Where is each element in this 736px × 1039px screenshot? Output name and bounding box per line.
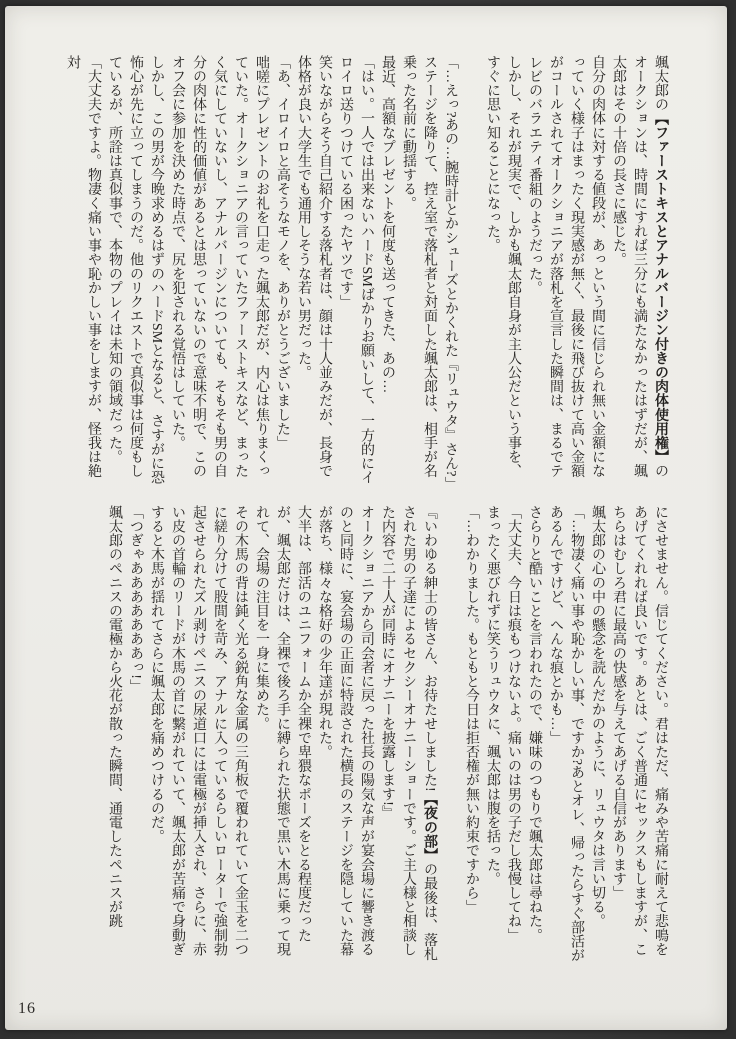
paragraph: 自分の肉体に対する値段が、あっという間に信じられ無い金額になっていく様子はまったく現実感が無く、最後に飛び抜けて高い金額がコールされてオークショニアが落札を宣言した瞬間は、まるでテレビのバラエティ番組のようだった。 [527, 55, 605, 478]
paragraph: オークショニアから司会者に戻った社長の陽気な声が宴会場に響き渡るのと同時に、宴会場の正面に特設された横長のステージを隠していた幕が落ち、様々な格好の少年達が現れた。 [317, 505, 374, 957]
paragraph: 『いわゆる紳士の皆さん、お待たせしました!【夜の部】の最後は、落札された男の子達によるセクシーオナニーショーです。ご主人様と相談した内容で二十人が同時にオナニーを披露します!』 [380, 505, 437, 961]
paragraph: 颯太郎の心の中の懸念を読んだかのように、リュウタは言い切る。 [590, 505, 605, 928]
paragraph: しかし、この男が今晩求めるはずのハードSMとなると、さすがに恐怖心が先に立ってしまうのだ。他のリクエストで真似事は何度もしているが、所詮は真似事で、本物のプレイは未知の領域だった。 [107, 55, 164, 485]
manga-novel-page [5, 6, 727, 1030]
paragraph: 「あ、イロイロと高そうなモノを、ありがとうございました」 [275, 55, 290, 450]
text-block-top [62, 55, 671, 491]
paragraph: 咄嗟にプレゼントのお礼を口走った颯太郎だが、内心は焦りまくっていた。オークショニアの言っていたファーストキスなど、まったく気にしていないし、アナルバージンについても、そもそも男の自分の肉体に性的価値があるとは思っていないので意味不明で、このオフ会に参加を決めた時点で、尻を犯される覚悟はしていた。 [170, 55, 269, 478]
paragraph: 「…えっ?あの…腕時計とかシューズとかくれた『リュウタ』さん?」 [443, 55, 458, 491]
paragraph: その木馬の背は鈍く光る鋭角な金属の三角板で覆われていて金玉を二つに縒り分けて股間を苛み、アナルに入っているらしいローターで強制勃起させられたズル剥けペニスの尿道口には電極が挿入され、さらに、赤い皮の首輪のリードが木馬の首に繋がれていて、颯太郎が苦痛で身動ぎすると木馬が揺れてさらに颯太郎を痛めつけるのだ。 [149, 505, 248, 957]
paragraph: 笑いながらそう自己紹介する落札者は、顔は十人並みだが、長身で体格が良い大学生でも通用しそうな若い男だった。 [296, 55, 332, 478]
paragraph: 「…わかりました。もともと今日は拒否権が無い約束ですから」 [464, 505, 479, 914]
paragraph: 颯太郎のペニスの電極から火花が散った瞬間、通電したペニスが跳 [107, 505, 122, 928]
page-number: 16 [18, 1000, 36, 1017]
paragraph: 颯太郎の【ファーストキスとアナルバージン付きの肉体使用権】のオークションは、時間にすれば三分にも満たなかったはずだが、颯太郎はその十倍の長さに感じた。 [611, 55, 668, 479]
paragraph: 「…物凄く痛い事や恥かしい事、ですか?あとオレ、帰ったらすぐ部活があるんですけど、へんな痕とかも…」 [548, 505, 584, 963]
paragraph: まったく悪びれずに笑うリュウタに、颯太郎は腹を括った。 [485, 505, 500, 886]
paragraph: 「はい。一人では出来ないハードSMばかりお願いして、一方的にイロイロ送りつけている困ったヤツです」 [338, 55, 374, 485]
paragraph: ステージを降りて、控え室で落札者と対面した颯太郎は、相手が名乗った名前に動揺する。 [401, 55, 437, 478]
paragraph: にさせません。信じてください。君はただ、痛みや苦痛に耐えて悲鳴をあげてくれれば良いです。あとは、ごく普通にセックスもしますが、こちらはむしろ君に最高の快感を与えてあげる自信があります」 [611, 505, 668, 957]
paragraph: 「大丈夫ですよ。物凄く痛い事や恥かしい事をしますが、怪我は絶対 [65, 55, 101, 478]
paragraph: 「大丈夫、今日は痕もつけないよ。痛いのは男の子だし我慢してね」 [506, 505, 521, 943]
paragraph: 「つぎゃあああああああっ!」 [128, 505, 143, 694]
paragraph: しかし、それが現実で、しかも颯太郎自身が主人公だという事を、すぐに思い知ることになった。 [485, 55, 521, 478]
text-block-bottom [104, 505, 671, 968]
paragraph: 大半は、部活のユニフォームか全裸で卑猥なポーズをとる程度だったが、颯太郎だけは、全裸で後ろ手に縛られた状態で黒い木馬に乗って現れて、会場の注目を一身に集めた。 [254, 505, 311, 957]
paragraph: 最近、高額なプレゼントを何度も送ってきた、あの… [380, 55, 395, 394]
paragraph: さらりと酷いことを言われたので、嫌味のつもりで颯太郎は尋ねた。 [527, 505, 542, 943]
